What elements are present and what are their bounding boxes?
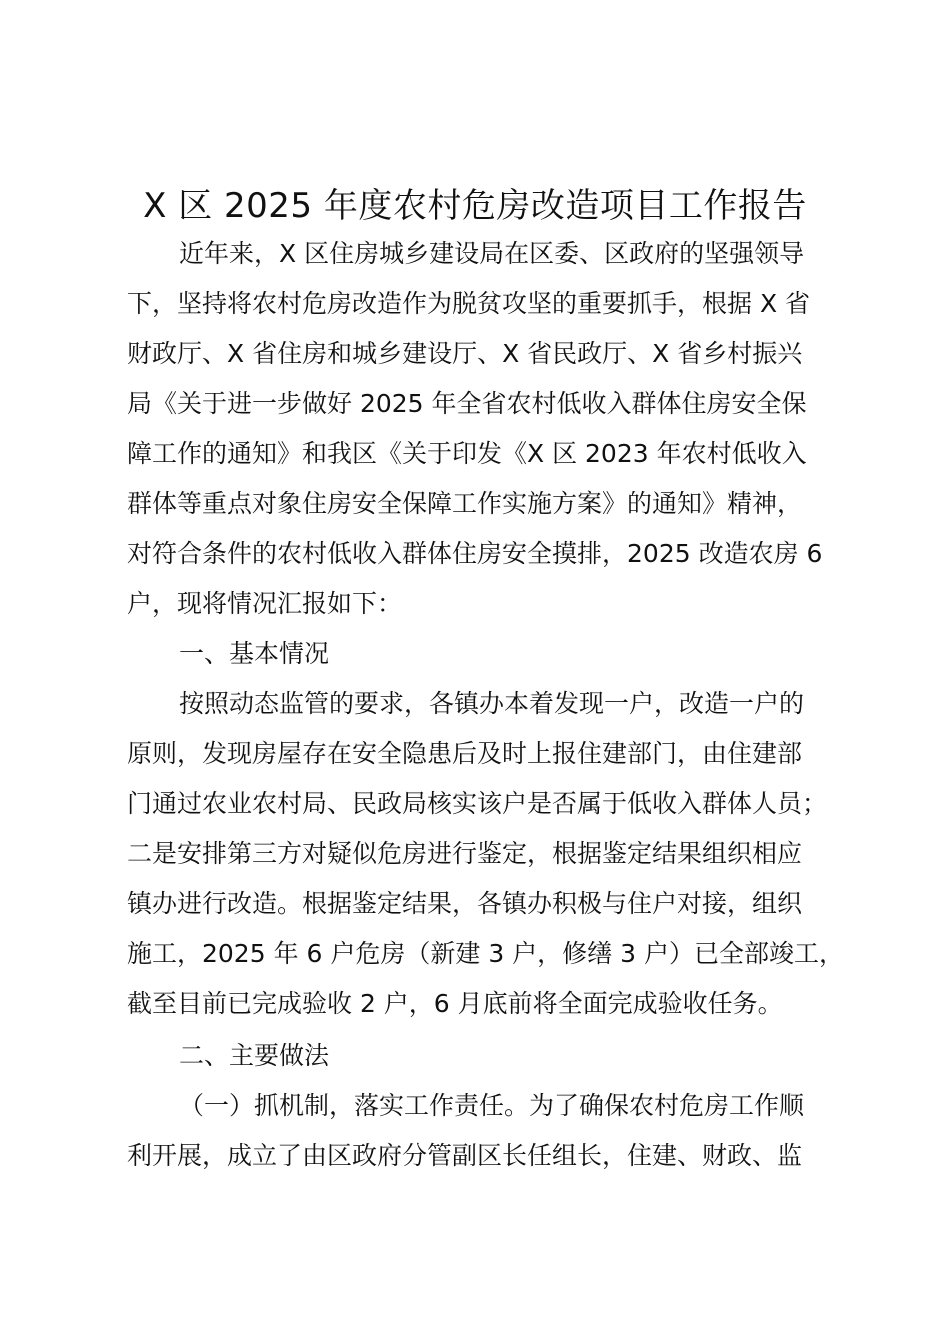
paragraph-line: （一）抓机制，落实工作责任。为了确保农村危房工作顺 <box>179 1091 805 1120</box>
paragraph-line: 障工作的通知》和我区《关于印发《X 区 2023 年农村低收入 <box>127 439 807 468</box>
paragraph-line: 局《关于进一步做好 2025 年全省农村低收入群体住房安全保 <box>127 389 807 418</box>
paragraph-line: 按照动态监管的要求，各镇办本着发现一户，改造一户的 <box>179 689 805 718</box>
section-heading: 二、主要做法 <box>179 1041 330 1070</box>
paragraph-line: 门通过农业农村局、民政局核实该户是否属于低收入群体人员； <box>127 789 828 818</box>
paragraph-line: 原则，发现房屋存在安全隐患后及时上报住建部门，由住建部 <box>127 739 803 768</box>
paragraph-line: 镇办进行改造。根据鉴定结果，各镇办积极与住户对接，组织 <box>127 889 803 918</box>
paragraph-line: 利开展，成立了由区政府分管副区长任组长，住建、财政、监 <box>127 1141 803 1170</box>
paragraph-line: 财政厅、X 省住房和城乡建设厅、X 省民政厅、X 省乡村振兴 <box>127 339 803 368</box>
section-heading: 一、基本情况 <box>179 639 330 668</box>
paragraph-line: 户，现将情况汇报如下： <box>127 589 403 618</box>
paragraph-line: 截至目前已完成验收 2 户，6 月底前将全面完成验收任务。 <box>127 989 783 1018</box>
paragraph-line: 群体等重点对象住房安全保障工作实施方案》的通知》精神， <box>127 489 803 518</box>
paragraph-line: 近年来，X 区住房城乡建设局在区委、区政府的坚强领导 <box>179 239 805 268</box>
paragraph-line: 下，坚持将农村危房改造作为脱贫攻坚的重要抓手，根据 X 省 <box>127 289 811 318</box>
paragraph-line: 二是安排第三方对疑似危房进行鉴定，根据鉴定结果组织相应 <box>127 839 803 868</box>
paragraph-line: 对符合条件的农村低收入群体住房安全摸排，2025 改造农房 6 <box>127 539 823 568</box>
document-body <box>127 229 844 1181</box>
paragraph-line: 施工，2025 年 6 户危房（新建 3 户，修缮 3 户）已全部竣工， <box>127 939 844 968</box>
document-title: X 区 2025 年度农村危房改造项目工作报告 <box>143 186 807 226</box>
